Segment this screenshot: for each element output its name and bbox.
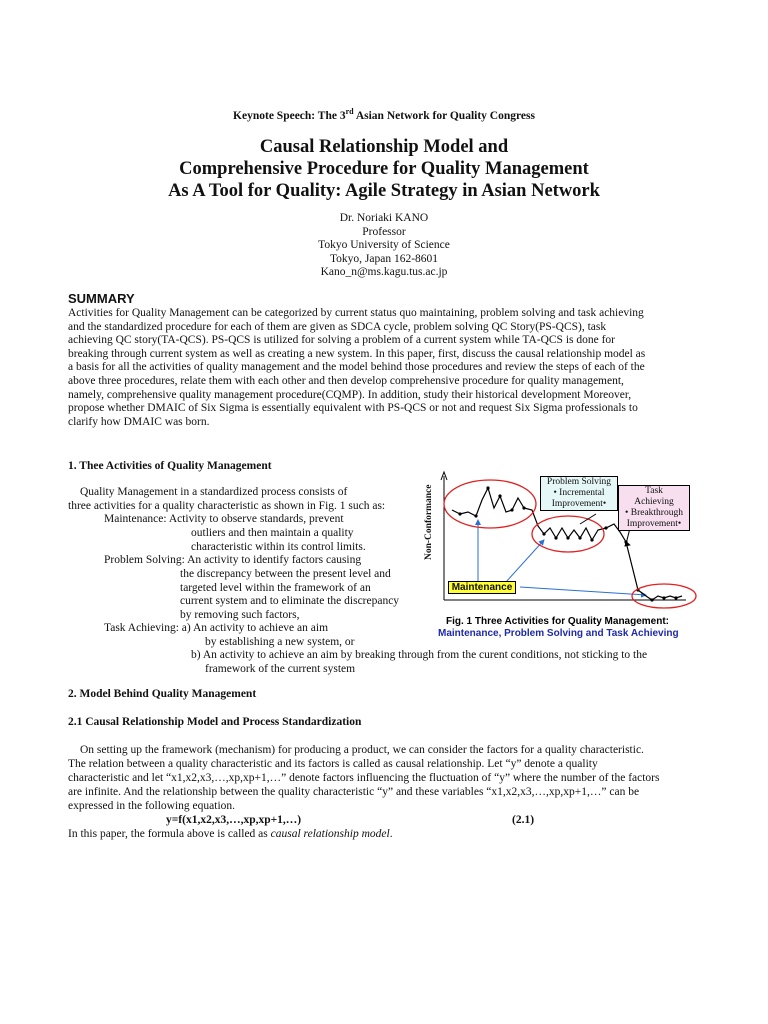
s1-line: by establishing a new system, or <box>205 636 355 648</box>
y-axis-label: Non-Conformance <box>424 484 434 560</box>
problem-solving-box: Problem Solving • Incremental Improvement• <box>540 476 618 511</box>
title-line-2: Comprehensive Procedure for Quality Management <box>179 159 589 179</box>
s1-line: current system and to eliminate the discrepancy <box>180 595 400 607</box>
s1-maintenance: Maintenance: Activity to observe standards, prevent <box>104 513 344 525</box>
s1-task-achieving: Task Achieving: a) An activity to achieve an aim <box>104 622 329 634</box>
s2-para-line-2: The relation between a quality characteristic and its factors is called as causal relationship. Let “y” denote a quality <box>68 758 598 770</box>
section-2-heading: 2. Model Behind Quality Management <box>68 688 257 700</box>
author-email: Kano_n@ms.kagu.tus.ac.jp <box>320 266 448 278</box>
summary-heading: SUMMARY <box>68 291 135 306</box>
s1-line: framework of the current system <box>205 663 356 675</box>
s2-para-line-4: are infinite. And the relationship between the quality characteristic “y” and these variables “x1,x2,x3,…,xp,xp+1,…” can be <box>68 786 640 798</box>
task-achieving-box: Task Achieving • Breakthrough Improvement• <box>618 485 690 531</box>
author-role: Professor <box>362 225 406 238</box>
equation-number: (2.1) <box>512 814 535 826</box>
author-affiliation: Tokyo University of Science <box>318 239 450 251</box>
keynote-line: Keynote Speech: The 3rd Asian Network for Quality Congress <box>233 107 535 122</box>
arrow-to-ta-ellipse <box>520 587 646 595</box>
summary-paragraph: Activities for Quality Management can be categorized by current status quo maintaining, problem solving and task achieving and the standardized procedure for each of them are given as SDCA cycle, problem solving QC Story(PS-QCS), task achieving QC story(TA-QCS). PS-QCS is utilized for solving a problem of a current system while TA-QCS is done for breaking through current system as well as creating a new system. In this paper, first, discuss the causal relationship model as a basis for all the activities of quality management and the model behind those procedures and review the steps of each of the above three procedures, relate them with each other and then develop comprehensive procedure for quality management, namely, comprehensive quality management procedure(CQMP). In addition, study their historical development Moreover, propose whether DMAIC of Six Sigma is essentially equivalent with PS-QCS or not and request Six Sigma professionals to clarify how DMAIC was born. <box>68 307 646 428</box>
s1-line: Quality Management in a standardized process consists of <box>80 486 348 498</box>
s1-line: characteristic within its control limits. <box>191 541 366 553</box>
s2-final-line: In this paper, the formula above is called as causal relationship model. <box>68 828 393 840</box>
title-line-1: Causal Relationship Model and <box>259 137 509 157</box>
figure-caption: Fig. 1 Three Activities for Quality Management: <box>446 616 670 627</box>
equation: y=f(x1,x2,x3,…,xp,xp+1,…) <box>166 814 302 826</box>
s1-line: b) An activity to achieve an aim by breaking through from the curent conditions, not sticking to the <box>191 649 648 661</box>
paper-title <box>0 136 768 202</box>
task-achieving-ellipse <box>632 584 696 608</box>
section-1-heading: 1. Thee Activities of Quality Management <box>68 460 272 472</box>
s1-problem-solving: Problem Solving: An activity to identify factors causing <box>104 554 362 566</box>
title-line-3: As A Tool for Quality: Agile Strategy in Asian Network <box>168 181 600 201</box>
section-2-1-heading: 2.1 Causal Relationship Model and Process Standardization <box>68 716 362 728</box>
s1-line: targeted level within the framework of an <box>180 582 371 594</box>
author-block <box>0 212 768 280</box>
s1-line: the discrepancy between the present level and <box>180 568 391 580</box>
s1-line: by removing such factors, <box>180 609 300 621</box>
ps-pointer <box>580 514 596 524</box>
author-address: Tokyo, Japan 162-8601 <box>329 252 439 265</box>
s2-para-line-1: On setting up the framework (mechanism) for producing a product, we can consider the factors for a quality characteristic. <box>80 744 644 756</box>
arrow-to-ps-ellipse <box>506 540 544 582</box>
s2-para-line-3: characteristic and let “x1,x2,x3,…,xp,xp+1,…” denote factors influencing the fluctuation of “y” where the number of the factors <box>68 772 660 784</box>
figure-caption-subtitle: Maintenance, Problem Solving and Task Achieving <box>438 628 679 639</box>
s1-line: outliers and then maintain a quality <box>191 527 354 539</box>
s1-line: three activities for a quality characteristic as shown in Fig. 1 such as: <box>68 500 386 512</box>
maintenance-box: Maintenance <box>448 581 516 594</box>
author-name: Dr. Noriaki KANO <box>339 212 429 224</box>
s2-para-line-5: expressed in the following equation. <box>68 800 236 812</box>
